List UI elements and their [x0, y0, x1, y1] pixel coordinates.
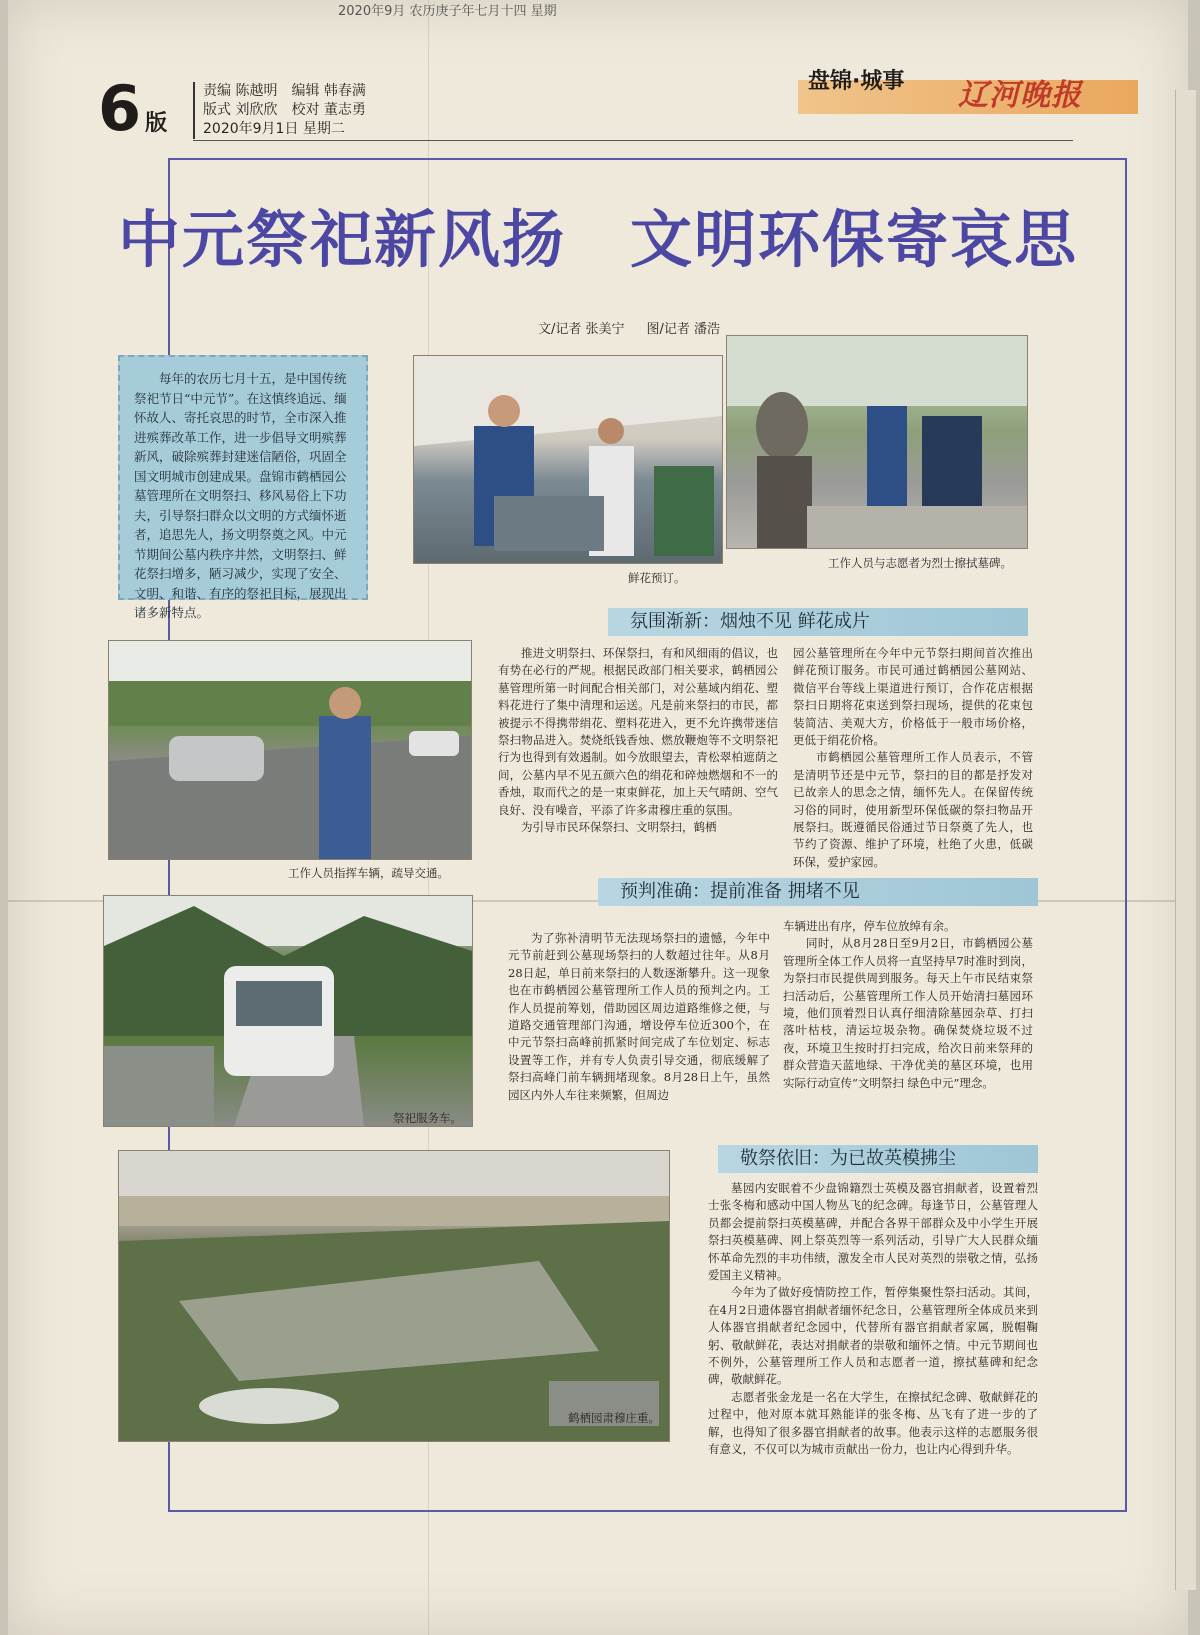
- caption-memorial-cleaning: 工作人员与志愿者为烈士擦拭墓碑。: [828, 556, 1012, 570]
- photo-traffic-guide-art: [109, 641, 471, 859]
- section2-para3: 同时，从8月28日至9月2日，市鹤栖园公墓管理所全体工作人员将一直坚持早7时准时到岗，为祭扫市民提供周到服务。每天上午市民结束祭扫活动后，公墓管理所工作人员开始清扫墓园环境，他们顶着烈日认真仔细清除墓园杂草、打扫落叶枯枝，清运垃圾杂物。确保焚烧垃圾不过夜，环境卫生按时打扫完成，给次日前来祭拜的群众营造天蓝地绿、干净优美的墓区环境，也用实际行动宣传“文明祭扫 绿色中元”理念。: [783, 936, 1033, 1090]
- credit-editor: 编辑 韩春满: [291, 83, 366, 99]
- section2-para2: 车辆进出有序，停车位放绰有余。: [783, 919, 956, 933]
- section2-para1: 为了弥补清明节无法现场祭扫的遗憾，今年中元节前赶到公墓现场祭扫的人数超过往年。从8月28日起，单日前来祭扫的人数逐渐攀升。这一现象也在市鹤栖园公墓管理所工作人员的预判之内。工作人员提前筹划，借助园区周边道路维修之便，与道路交通管理部门沟通，增设停车位近300个，在中元节祭扫高峰前抓紧时间完成了车位划定、标志设置等工作，并有专人负责引导交通，彻底缓解了祭扫高峰门前车辆拥堵现象。8月28日上午，虽然园区内外人车往来频繁，但周边: [508, 931, 770, 1102]
- byline: [538, 318, 742, 337]
- photo-cemetery-aerial-art: [119, 1151, 669, 1441]
- section3-para3: 志愿者张金龙是一名在大学生，在擦拭纪念碑、敬献鲜花的过程中，他对原本就耳熟能详的张冬梅、丛飞有了进一步的了解，也得知了很多器官捐献者的故事。他表示这样的志愿服务很有意义，不仅可以为城市贡献出一份力，也让内心得到升华。: [708, 1389, 1038, 1457]
- caption-traffic-guide: 工作人员指挥车辆，疏导交通。: [288, 866, 449, 880]
- caption-flower-booking: 鲜花预订。: [628, 571, 686, 585]
- caption-service-vehicle: 祭祀服务车。: [393, 1111, 462, 1125]
- lead-box: 每年的农历七月十五，是中国传统祭祀节日“中元节”。在这慎终追远、缅怀故人、寄托哀思的时节，全市深入推进殡葬改革工作，进一步倡导文明殡葬新风，破除殡葬封建迷信陋俗，巩固全国文明城市创建成果。盘锦市鹤栖园公墓管理所在文明祭扫、移风易俗上下功夫，引导祭扫群众以文明的方式缅怀逝者，追思先人，扬文明祭奠之风。中元节期间公墓内秩序井然，文明祭扫、鲜花祭扫增多，陋习减少，实现了安全、文明、和谐、有序的祭祀目标，展现出诸多新特点。: [118, 355, 368, 600]
- section1-para3: 园公墓管理所在今年中元节祭扫期间首次推出鲜花预订服务。市民可通过鹤栖园公墓网站、微信平台等线上渠道进行预订，合作花店根据祭扫日期将花束送到祭扫现场，提供的花束包装简洁、美观大方，价格低于一般市场价格，更低于绢花价格。: [793, 646, 1033, 748]
- headline: 中元祭祀新风扬 文明环保寄哀思: [118, 203, 1079, 276]
- adjacent-page-edge: [1175, 90, 1196, 1590]
- top-strip: 2020年9月 农历庚子年七月十四 星期: [338, 4, 557, 19]
- paper-logo: 辽河晚报: [958, 78, 1082, 113]
- header-rule: [193, 140, 1073, 141]
- photo-flower-booking-art: [414, 356, 722, 563]
- credit-proofreader: 校对 董志勇: [291, 102, 366, 118]
- subhead-heroes: 敬祭依旧：为已故英模拂尘: [718, 1145, 1038, 1173]
- section3-column: [708, 1180, 1038, 1459]
- credits: [193, 82, 380, 139]
- credit-layout: 版式 刘欣欣: [203, 102, 278, 118]
- section2-column1: [508, 930, 770, 1104]
- credit-editor-in-charge: 责编 陈越明: [203, 83, 278, 99]
- byline-writer: 文/记者 张美宁: [538, 322, 625, 337]
- photo-flower-booking: [413, 355, 723, 564]
- page-number: 6 版: [98, 72, 168, 145]
- photo-service-vehicle-art: [104, 896, 472, 1126]
- caption-cemetery-aerial: 鹤栖园肃穆庄重。: [568, 1411, 660, 1425]
- section1-para2: 为引导市民环保祭扫、文明祭扫，鹤栖: [521, 820, 717, 835]
- photo-traffic-guide: [108, 640, 472, 860]
- section3-para1: 墓园内安眠着不少盘锦籍烈士英模及器官捐献者，设置着烈士张冬梅和感动中国人物丛飞的纪念碑。每逢节日，公墓管理人员都会提前祭扫英模墓碑，并配合各界干部群众及中小学生开展祭扫英模墓碑、网上祭英烈等一系列活动，引导广大人民群众缅怀革命先烈的丰功伟绩，激发全市人民对英烈的崇敬之情，弘扬爱国主义精神。: [708, 1181, 1038, 1283]
- section1-column1: [498, 645, 778, 836]
- section-name: 盘锦·城事: [808, 69, 905, 94]
- section3-para2: 今年为了做好疫情防控工作，暂停集聚性祭扫活动。其间，在4月2日遗体器官捐献者缅怀纪念日，公墓管理所全体成员来到人体器官捐献者纪念园中，代替所有器官捐献者家属，脱帽鞠躬、敬献鲜花，表达对捐献者的崇敬和缅怀之情。中元节期间也不例外，公墓管理所工作人员和志愿者一道，擦拭墓碑和纪念碑，敬献鲜花。: [708, 1285, 1038, 1387]
- subhead-atmosphere: 氛围渐新：烟烛不见 鲜花成片: [608, 608, 1028, 636]
- section2-column2: [783, 918, 1033, 1092]
- subhead-prediction: 预判准确：提前准备 拥堵不见: [598, 878, 1038, 906]
- byline-photographer: 图/记者 潘浩: [646, 322, 721, 337]
- section1-para4: 市鹤栖园公墓管理所工作人员表示，不管是清明节还是中元节，祭扫的目的都是抒发对已故亲人的思念之情，缅怀先人。在保留传统习俗的同时，使用新型环保低碳的祭扫物品开展祭扫。既遵循民俗通过节日祭奠了先人，也节约了资源、维护了环境，杜绝了火患，低碳环保，爱护家园。: [793, 750, 1033, 869]
- photo-memorial-cleaning: [726, 335, 1028, 549]
- issue-date: 2020年9月1日 星期二: [203, 121, 345, 137]
- newspaper-page: [8, 0, 1188, 1635]
- section1-column2: [793, 645, 1033, 871]
- photo-service-vehicle: [103, 895, 473, 1127]
- photo-memorial-cleaning-art: [727, 336, 1027, 548]
- section1-para1: 推进文明祭扫、环保祭扫，有和风细雨的倡议，也有势在必行的严规。根据民政部门相关要求，鹤栖园公墓管理所第一时间配合相关部门，对公墓域内绢花、塑料花进行了集中清理和运送。凡是前来祭扫的市民，都被提示不得携带绢花、塑料花进入，更不允许携带迷信祭扫物品进入。焚烧纸钱香烛、燃放鞭炮等不文明祭祀行为也得到有效遏制。如今放眼望去，青松翠柏遮荫之间，公墓内早不见五颜六色的绢花和碎烛燃烟和不一的香烛，取而代之的是一束束鲜花，加上天气晴朗、空气良好、没有噪音，平添了许多肃穆庄重的氛围。: [498, 646, 778, 817]
- photo-cemetery-aerial: [118, 1150, 670, 1442]
